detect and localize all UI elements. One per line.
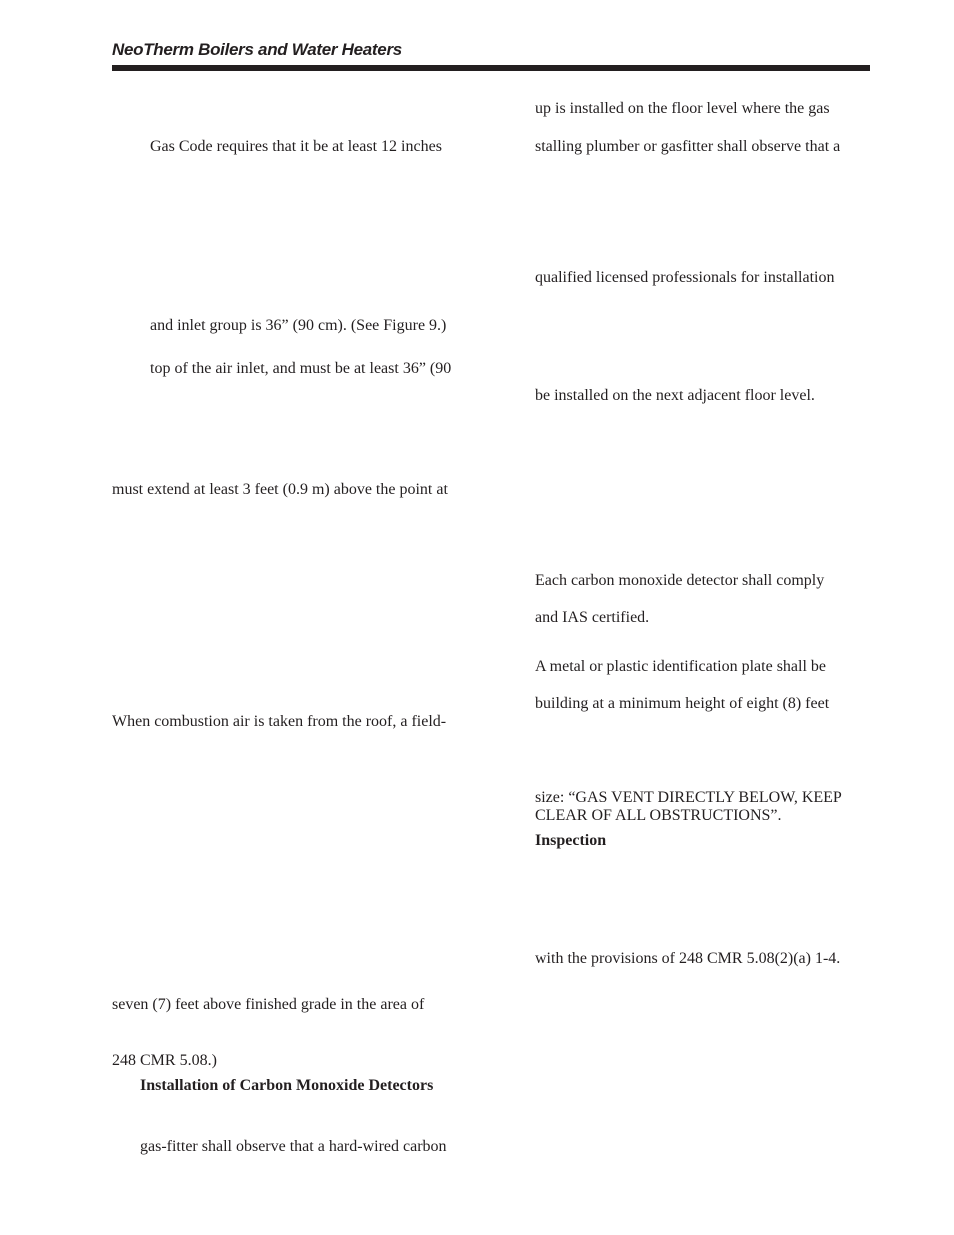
left-line-5: When combustion air is taken from the roof, a field- [112,713,447,730]
right-line-12: with the provisions of 248 CMR 5.08(2)(a) 1-4. [535,950,841,967]
header-title: NeoTherm Boilers and Water Heaters [112,40,402,59]
left-line-1: Gas Code requires that it be at least 12 inches [150,138,442,155]
left-line-9: gas-fitter shall observe that a hard-wired carbon [140,1138,447,1155]
right-line-2: stalling plumber or gasfitter shall observe that a [535,138,841,155]
section-heading-inspection: Inspection [535,832,607,849]
right-line-1: up is installed on the floor level where the gas [535,100,830,117]
right-line-4: be installed on the next adjacent floor level. [535,387,815,404]
header-rule [112,65,870,71]
right-line-7: A metal or plastic identification plate shall be [535,658,827,675]
left-line-3: top of the air inlet, and must be at least 36” (90 [150,360,452,377]
right-line-10: CLEAR OF ALL OBSTRUCTIONS”. [535,807,782,824]
left-line-7: 248 CMR 5.08.) [112,1052,217,1069]
left-line-4: must extend at least 3 feet (0.9 m) above the point at [112,481,448,498]
right-line-6: and IAS certified. [535,609,650,626]
left-line-6: seven (7) feet above finished grade in the area of [112,996,425,1013]
right-line-3: qualified licensed professionals for installation [535,269,835,286]
right-line-8: building at a minimum height of eight (8) feet [535,695,830,712]
left-line-2: and inlet group is 36” (90 cm). (See Figure 9.) [150,317,447,334]
right-line-9: size: “GAS VENT DIRECTLY BELOW, KEEP [535,789,842,806]
right-line-5: Each carbon monoxide detector shall comply [535,572,825,589]
section-heading-carbon-monoxide: Installation of Carbon Monoxide Detectors [140,1077,434,1094]
